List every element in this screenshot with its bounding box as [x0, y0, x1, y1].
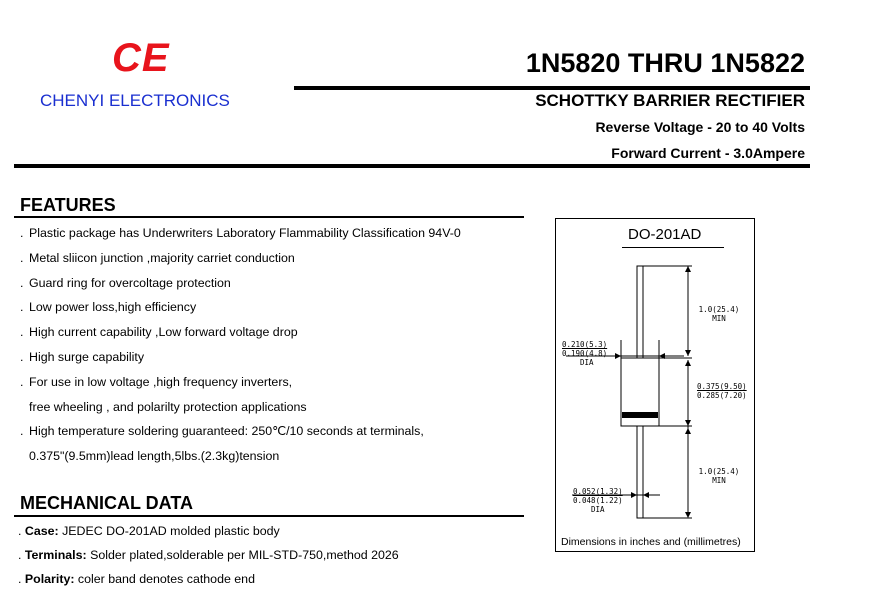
mechanical-heading: MECHANICAL DATA	[20, 493, 193, 513]
list-item: . Guard ring for overcoltage protection	[20, 275, 231, 290]
cathode-band	[622, 412, 658, 418]
lead-diameter-label: 0.052(1.32) 0.048(1.22) DIA	[573, 487, 623, 514]
body-length-label: 0.375(9.50) 0.285(7.20)	[697, 382, 747, 400]
reverse-voltage-spec: Reverse Voltage - 20 to 40 Volts	[595, 119, 805, 135]
forward-current-spec: Forward Current - 3.0Ampere	[611, 145, 805, 161]
company-logo: CE	[112, 36, 170, 80]
list-item: . Metal sliicon junction ,majority carriet conduction	[20, 250, 295, 265]
list-item: . Terminals: Solder plated,solderable per MIL-STD-750,method 2026	[18, 548, 399, 563]
body-diameter-label: 0.210(5.3) 0.190(4.8) DIA	[562, 340, 608, 367]
list-item: . High current capability ,Low forward voltage drop	[20, 325, 298, 340]
list-item: . Plastic package has Underwriters Laboratory Flammability Classification 94V-0	[20, 226, 461, 240]
bottom-lead	[637, 426, 643, 518]
list-item: . Low power loss,high efficiency	[20, 300, 197, 315]
features-heading: FEATURES	[20, 195, 116, 215]
company-name: CHENYI ELECTRONICS	[40, 91, 230, 110]
dimensions-note: Dimensions in inches and (millimetres)	[561, 536, 741, 548]
list-item: . Case: JEDEC DO-201AD molded plastic body	[18, 524, 280, 538]
lead-length-bottom-label: 1.0(25.4) MIN	[698, 467, 740, 485]
product-subtitle: SCHOTTKY BARRIER RECTIFIER	[535, 91, 805, 110]
list-item: free wheeling , and polarilty protection applications	[29, 399, 307, 414]
list-item: . High surge capability	[20, 349, 145, 364]
list-item: . High temperature soldering guaranteed: 250℃/10 seconds at terminals,	[20, 424, 424, 439]
package-name: DO-201AD	[628, 226, 702, 243]
top-lead	[637, 266, 643, 358]
list-item: . Polarity: coler band denotes cathode end	[18, 572, 255, 587]
lead-length-top-label: 1.0(25.4) MIN	[698, 305, 740, 323]
list-item: 0.375"(9.5mm)lead length,5lbs.(2.3kg)tension	[29, 449, 280, 464]
list-item: . For use in low voltage ,high frequency inverters,	[20, 374, 293, 389]
part-number-title: 1N5820 THRU 1N5822	[525, 48, 805, 78]
